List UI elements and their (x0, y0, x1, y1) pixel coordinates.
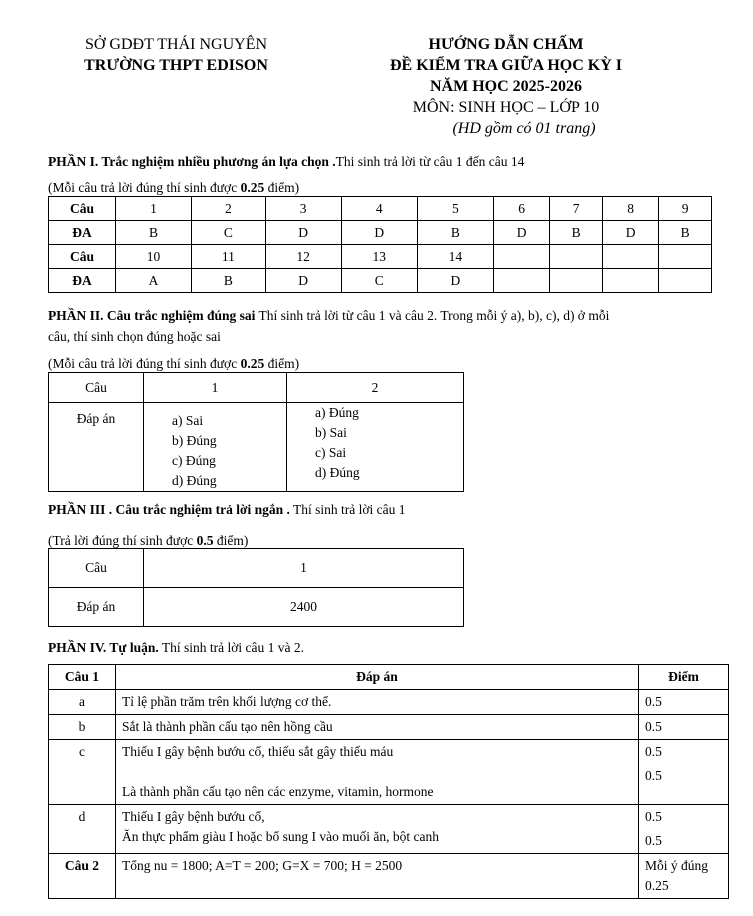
sub-question-label: c (49, 740, 116, 805)
score-line: 0.5 (645, 768, 662, 783)
score-note-prefix: (Mỗi câu trả lời đúng thí sinh được (48, 356, 241, 371)
col-header-2: 2 (287, 373, 464, 403)
score-note-suffix: điểm) (264, 356, 300, 371)
answer-key-cell (550, 269, 603, 293)
answer-line: Ăn thực phẩm giàu I hoặc bổ sung I vào muối ăn, bột canh (122, 829, 439, 844)
col-header-question: Câu (49, 549, 144, 588)
part4-title: PHẦN IV. Tự luận. (48, 640, 159, 655)
score-line: 0.5 (645, 719, 662, 734)
essay-score (639, 740, 729, 805)
part3-answer-table (48, 548, 464, 627)
part2-heading (48, 307, 609, 324)
document-title: HƯỚNG DẪN CHẤM (428, 36, 584, 53)
essay-score (639, 715, 729, 740)
answer-option: b) Sai (315, 425, 347, 440)
question-number-cell: 11 (192, 245, 265, 269)
part1-score-note (48, 179, 299, 196)
question-number-cell (659, 245, 712, 269)
row-label: ĐA (49, 221, 116, 245)
answer-key-cell: D (265, 269, 341, 293)
answer-key-cell (659, 269, 712, 293)
answer-key-row (49, 221, 712, 245)
part3-score-note (48, 532, 248, 549)
answer-key-cell: D (265, 221, 341, 245)
essay-answer (116, 805, 639, 854)
col-header-1: 1 (144, 373, 287, 403)
question-number: 1 (144, 549, 464, 588)
answer-line: Sắt là thành phần cấu tạo nên hồng cầu (122, 719, 333, 734)
answer-key-cell: B (659, 221, 712, 245)
answer-key-cell: B (192, 269, 265, 293)
exam-title: ĐỀ KIỂM TRA GIỮA HỌC KỲ I (389, 57, 623, 74)
answer-key-cell: B (550, 221, 603, 245)
score-note-prefix: (Mỗi câu trả lời đúng thí sinh được (48, 180, 241, 195)
score-note-value: 0.25 (240, 180, 265, 195)
question-number-cell: 3 (265, 197, 341, 221)
question-number-cell: 14 (417, 245, 493, 269)
score-note-value: 0.5 (196, 533, 214, 548)
answer-key-cell: A (116, 269, 192, 293)
answer-option: c) Sai (315, 445, 347, 460)
question-number-cell: 7 (550, 197, 603, 221)
answer-option: c) Đúng (172, 453, 216, 468)
answer-key-cell: D (493, 221, 549, 245)
score-note-prefix: (Trả lời đúng thí sinh được (48, 533, 197, 548)
question-number-cell: 2 (192, 197, 265, 221)
question-number-cell: 4 (341, 197, 417, 221)
sub-question-label: b (49, 715, 116, 740)
essay-row (49, 715, 729, 740)
school-year: NĂM HỌC 2025-2026 (430, 78, 582, 95)
answer-option: d) Đúng (172, 473, 217, 488)
part1-desc: Thi sinh trả lời từ câu 1 đến câu 14 (335, 154, 525, 169)
part1-heading (48, 153, 524, 170)
essay-score (639, 690, 729, 715)
answer-key-cell: B (417, 221, 493, 245)
essay-score (639, 805, 729, 854)
question-number-cell: 8 (602, 197, 658, 221)
part3-heading (48, 501, 405, 518)
row-label: ĐA (49, 269, 116, 293)
question-number-cell: 10 (116, 245, 192, 269)
part3-title: PHẦN III . Câu trắc nghiệm trả lời ngắn . (48, 502, 290, 517)
col-header-answer: Đáp án (116, 665, 639, 690)
score-note-suffix: điểm) (264, 180, 300, 195)
question-number-cell: 5 (417, 197, 493, 221)
part4-heading (48, 639, 304, 656)
row-label: Câu (49, 197, 116, 221)
answers-question-2 (287, 403, 464, 492)
question-2-score (639, 854, 729, 899)
answer-key-cell: C (192, 221, 265, 245)
score-line: 0.5 (645, 694, 662, 709)
department-name: SỞ GDĐT THÁI NGUYÊN (84, 36, 268, 53)
answer-option: d) Đúng (315, 465, 360, 480)
essay-answer (116, 715, 639, 740)
col-header-score: Điểm (639, 665, 729, 690)
answer-line: Thiếu I gây bệnh bướu cổ, thiếu sắt gây thiếu máu (122, 744, 394, 759)
essay-row (49, 740, 729, 805)
part1-title: PHẦN I. Trắc nghiệm nhiều phương án lựa chọn . (48, 154, 336, 169)
question-number-cell: 12 (265, 245, 341, 269)
answer-line: Thiếu I gây bệnh bướu cổ, (122, 809, 265, 824)
question-number-cell: 6 (493, 197, 549, 221)
answer-line: Là thành phần cấu tạo nên các enzyme, vitamin, hormone (122, 784, 434, 799)
essay-row (49, 690, 729, 715)
pages-note: (HD gồm có 01 trang) (452, 120, 596, 137)
col-header-question: Câu 1 (49, 665, 116, 690)
score-note-suffix: điểm) (213, 533, 249, 548)
part4-answer-table (48, 664, 729, 899)
answer-option: a) Sai (172, 413, 204, 428)
question-number-cell: 9 (659, 197, 712, 221)
row-label: Câu (49, 245, 116, 269)
part2-desc-line1: Thí sinh trả lời từ câu 1 và câu 2. Trong mỗi ý a), b), c), d) ở mỗi (255, 308, 610, 323)
row-label-answer: Đáp án (49, 403, 144, 492)
question-number-cell: 1 (116, 197, 192, 221)
score-line: 0.25 (645, 878, 669, 893)
answer-key-cell: C (341, 269, 417, 293)
score-note-value: 0.25 (240, 356, 265, 371)
answer-key-cell: B (116, 221, 192, 245)
essay-row (49, 805, 729, 854)
part1-answer-table (48, 196, 712, 293)
row-label-answer: Đáp án (49, 588, 144, 627)
sub-question-label: d (49, 805, 116, 854)
essay-answer (116, 740, 639, 805)
score-line: 0.5 (645, 809, 662, 824)
answer-line: Tỉ lệ phần trăm trên khối lượng cơ thể. (122, 694, 332, 709)
essay-answer (116, 690, 639, 715)
score-line: 0.5 (645, 744, 662, 759)
answer-key-cell (493, 269, 549, 293)
school-name: TRƯỜNG THPT EDISON (84, 57, 268, 74)
header-right (340, 34, 672, 139)
answer-key-row (49, 269, 712, 293)
part2-title: PHẦN II. Câu trắc nghiệm đúng sai (48, 308, 256, 323)
question-number-cell (602, 245, 658, 269)
part3-desc: Thí sinh trả lời câu 1 (289, 502, 406, 517)
answer-key-cell: D (341, 221, 417, 245)
answer-key-cell: D (417, 269, 493, 293)
answer-option: b) Đúng (172, 433, 217, 448)
question-number-cell: 13 (341, 245, 417, 269)
answer-line (122, 762, 632, 782)
part2-desc-line2: câu, thí sinh chọn đúng hoặc sai (48, 329, 221, 344)
answers-question-1 (144, 403, 287, 492)
score-line: 0.5 (645, 833, 662, 848)
sub-question-label: a (49, 690, 116, 715)
part2-answer-table (48, 372, 464, 492)
answer-option: a) Đúng (315, 405, 359, 420)
question-2-label: Câu 2 (49, 854, 116, 899)
score-line: Mỗi ý đúng (645, 858, 709, 873)
col-header-question: Câu (49, 373, 144, 403)
answer-key-cell (602, 269, 658, 293)
question-number-row (49, 197, 712, 221)
subject-line: MÔN: SINH HỌC – LỚP 10 (412, 99, 600, 116)
question-number-cell (550, 245, 603, 269)
question-number-row (49, 245, 712, 269)
question-2-answer: Tổng nu = 1800; A=T = 200; G=X = 700; H = 2500 (116, 854, 639, 899)
part2-score-note (48, 355, 299, 372)
part4-desc: Thí sinh trả lời câu 1 và 2. (158, 640, 305, 655)
answer-key-cell: D (602, 221, 658, 245)
short-answer-value: 2400 (144, 588, 464, 627)
question-number-cell (493, 245, 549, 269)
header-left (46, 34, 306, 76)
